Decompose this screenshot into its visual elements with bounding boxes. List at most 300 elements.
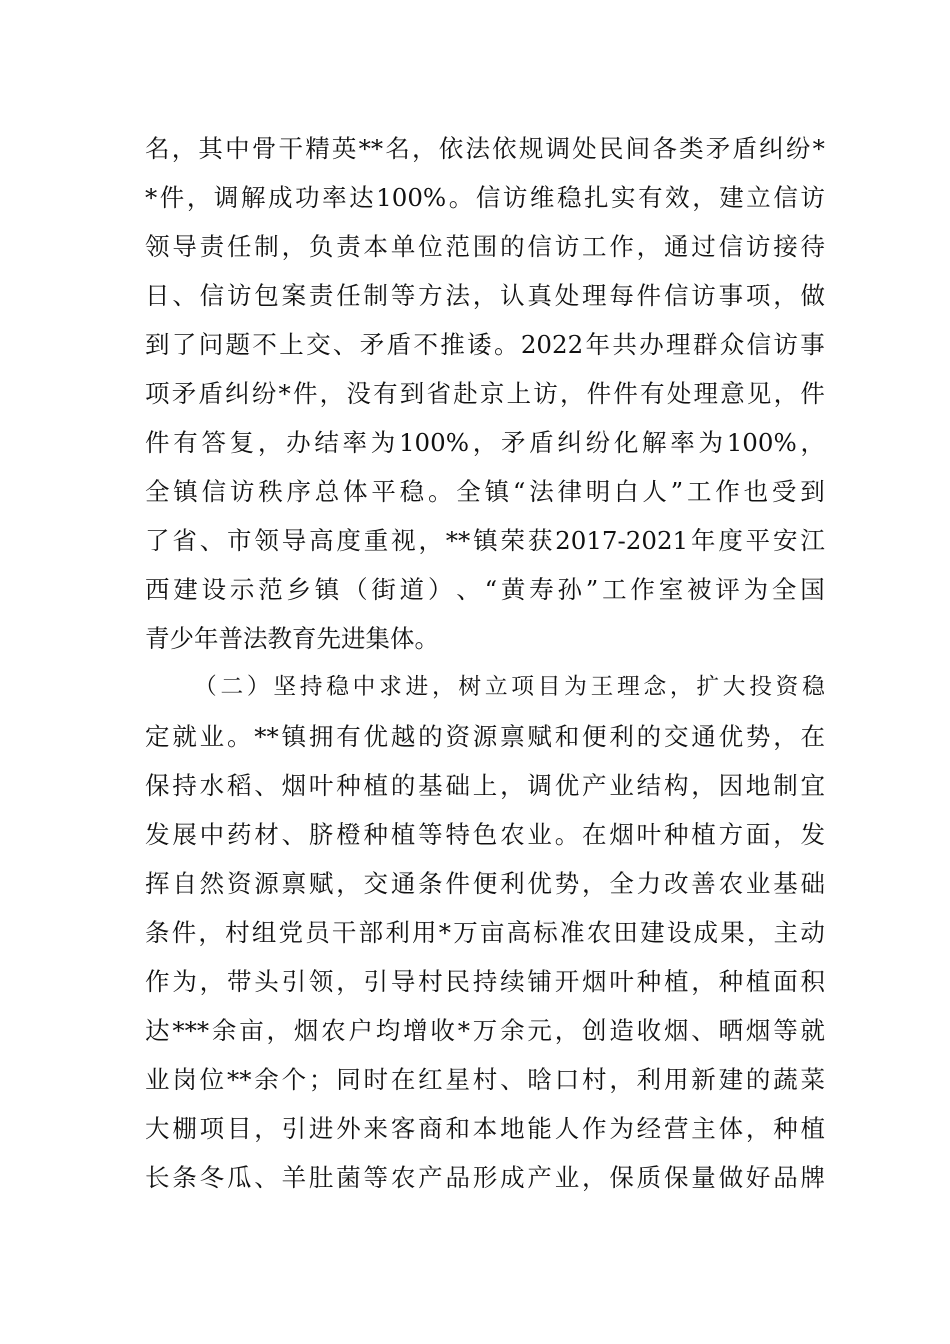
text-glyph: ， [669, 674, 693, 700]
text-glyph: 材 [254, 820, 279, 849]
text-glyph: 盾 [529, 428, 554, 457]
text-glyph: 导 [172, 232, 197, 261]
text-glyph: 解 [642, 428, 667, 457]
text-glyph: 种 [718, 967, 744, 996]
text-line [145, 222, 825, 271]
text-glyph: 到 [399, 379, 425, 408]
text-glyph: 利 [385, 918, 410, 947]
text-glyph: 和 [554, 722, 580, 751]
text-glyph: 余 [500, 1016, 525, 1045]
text-glyph: 调 [213, 183, 239, 212]
text-glyph: 规 [518, 134, 544, 163]
text-glyph: 烟 [663, 1016, 689, 1045]
text-glyph: 秩 [258, 477, 283, 506]
text-glyph: 产 [418, 1163, 443, 1192]
text-glyph: 名 [145, 134, 170, 163]
text-glyph: 制 [363, 281, 388, 310]
text-glyph: 纷 [785, 134, 811, 163]
text-glyph: 在 [800, 722, 825, 751]
text-glyph: 农 [586, 918, 612, 947]
text-glyph: 意 [720, 379, 745, 408]
text-glyph: 扩 [696, 674, 720, 700]
text-glyph: 黄 [500, 575, 526, 604]
text-glyph: 晒 [718, 1016, 744, 1045]
text-glyph: 每 [609, 281, 634, 310]
text-glyph: 通 [663, 232, 689, 261]
text-glyph: 烟 [609, 820, 634, 849]
text-glyph: ， [336, 869, 361, 898]
text-glyph: 法 [243, 624, 268, 653]
text-glyph: 办 [286, 428, 311, 457]
text-glyph: 解 [240, 183, 266, 212]
text-glyph: 进 [405, 674, 429, 700]
text-line [145, 467, 825, 516]
text-line [145, 418, 825, 467]
text-glyph: 体 [343, 477, 368, 506]
text-glyph: 中 [225, 134, 250, 163]
text-glyph: 纠 [759, 134, 784, 163]
text-glyph: 收 [430, 1016, 455, 1045]
text-glyph: 村 [582, 1065, 607, 1094]
text-glyph: 等 [418, 820, 443, 849]
text-glyph: 律 [557, 477, 582, 506]
text-glyph: 个 [281, 1065, 307, 1094]
text-glyph: 标 [533, 918, 558, 947]
text-glyph: 肚 [308, 1163, 334, 1192]
text-glyph: 。 [427, 477, 453, 506]
text-glyph: 100% [376, 183, 447, 212]
text-glyph: ” [670, 477, 684, 506]
text-glyph: 头 [254, 967, 279, 996]
text-glyph: 功 [295, 183, 320, 212]
text-glyph: 品 [773, 1163, 798, 1192]
text-glyph: 投 [749, 674, 772, 700]
text-glyph: 等 [363, 1163, 388, 1192]
text-glyph: 事 [800, 330, 825, 359]
text-glyph: 量 [691, 1163, 716, 1192]
text-glyph: 责 [336, 232, 361, 261]
text-glyph: ， [582, 869, 607, 898]
text-glyph: 农 [718, 869, 744, 898]
text-glyph: 农 [500, 820, 525, 849]
text-glyph: 矛 [500, 428, 526, 457]
text-glyph: 发 [145, 820, 170, 849]
text-glyph: 形 [472, 1163, 498, 1192]
text-glyph: 等 [390, 281, 416, 310]
text-glyph: 和 [445, 1114, 470, 1143]
text-glyph: 种 [663, 820, 689, 849]
text-glyph: 续 [500, 967, 525, 996]
text-line [145, 565, 825, 614]
text-glyph: ， [745, 1114, 771, 1143]
text-glyph: 种 [363, 820, 388, 849]
text-glyph: 村 [225, 918, 250, 947]
text-glyph: 础 [445, 771, 470, 800]
text-glyph: 工 [602, 575, 627, 604]
text-glyph: 目 [226, 1114, 252, 1143]
text-glyph: 法 [465, 134, 490, 163]
text-glyph: 件 [445, 869, 470, 898]
text-glyph: 口 [554, 1065, 580, 1094]
text-glyph: （ [194, 674, 217, 700]
text-glyph: 时 [363, 1065, 388, 1094]
text-glyph: 项 [145, 379, 170, 408]
text-glyph: 善 [691, 869, 716, 898]
text-glyph: 荣 [500, 526, 525, 555]
text-glyph: ， [199, 967, 225, 996]
text-glyph: 创 [582, 1016, 607, 1045]
text-glyph: 增 [403, 1016, 428, 1045]
text-glyph: 、 [281, 820, 307, 849]
text-glyph: 作 [630, 575, 655, 604]
text-glyph: 访 [226, 281, 252, 310]
text-glyph: 稳 [326, 674, 349, 700]
text-glyph: 基 [418, 771, 443, 800]
text-glyph: 少 [169, 624, 194, 653]
text-glyph: 叶 [308, 771, 334, 800]
text-glyph: 业 [527, 820, 552, 849]
text-glyph: 全 [456, 477, 481, 506]
text-glyph: 访 [229, 477, 255, 506]
text-glyph: 业 [554, 1163, 580, 1192]
text-glyph: 橙 [336, 820, 361, 849]
text-glyph: ** [254, 722, 279, 751]
text-glyph: 真 [527, 281, 552, 310]
text-glyph: 序 [286, 477, 311, 506]
text-glyph: 了 [145, 526, 170, 555]
text-glyph: 责 [308, 281, 334, 310]
text-glyph: 街 [371, 575, 396, 604]
text-glyph: 资 [445, 722, 470, 751]
text-glyph: 叶 [636, 820, 662, 849]
text-glyph: 植 [745, 967, 771, 996]
text-glyph: 坚 [273, 674, 297, 700]
text-glyph: ， [500, 771, 525, 800]
text-glyph: 各 [652, 134, 677, 163]
text-glyph: 禀 [500, 722, 525, 751]
text-glyph: 利 [609, 722, 634, 751]
text-glyph: 理 [582, 281, 607, 310]
text-glyph: （ [343, 575, 368, 604]
text-glyph: 处 [554, 281, 580, 310]
text-glyph: 任 [226, 232, 252, 261]
text-glyph: 责 [199, 232, 225, 261]
text-glyph: 盾 [386, 330, 412, 359]
text-glyph: 红 [418, 1065, 443, 1094]
text-glyph: ， [773, 281, 798, 310]
text-glyph: 引 [281, 1114, 307, 1143]
text-glyph: 结 [314, 428, 339, 457]
text-line [145, 712, 825, 761]
text-glyph: 教 [267, 624, 292, 653]
text-glyph: 成 [500, 1163, 525, 1192]
text-glyph: 部 [358, 918, 384, 947]
text-glyph: 被 [687, 575, 712, 604]
text-glyph: 大 [145, 1114, 170, 1143]
text-glyph: 脐 [308, 820, 334, 849]
text-glyph: 受 [771, 477, 797, 506]
text-glyph: 稳 [802, 674, 825, 700]
text-glyph: 、 [456, 575, 481, 604]
text-glyph: 业 [745, 869, 771, 898]
text-glyph: 树 [458, 674, 482, 700]
text-glyph: 的 [636, 722, 662, 751]
text-glyph: 总 [314, 477, 340, 506]
text-glyph: 待 [800, 232, 825, 261]
text-glyph: 来 [363, 1114, 388, 1143]
text-line [145, 1153, 825, 1202]
text-glyph: 访 [773, 330, 798, 359]
text-glyph: 建 [640, 918, 665, 947]
text-glyph: ** [445, 526, 471, 555]
text-glyph: 业 [145, 1065, 170, 1094]
text-glyph: 率 [342, 428, 368, 457]
text-glyph: 为 [370, 428, 396, 457]
text-glyph: 答 [201, 428, 226, 457]
text-glyph: 地 [500, 1114, 525, 1143]
text-glyph: 本 [472, 1114, 498, 1143]
text-glyph: ， [773, 722, 798, 751]
text-glyph: 资 [226, 869, 252, 898]
text-glyph: 能 [527, 1114, 552, 1143]
text-glyph: 二 [220, 674, 244, 700]
text-glyph: 纷 [251, 379, 277, 408]
text-glyph: 农 [390, 1163, 416, 1192]
text-glyph: 带 [226, 967, 252, 996]
text-glyph: 用 [412, 918, 437, 947]
text-glyph: 做 [718, 1163, 744, 1192]
text-glyph: 达 [349, 183, 374, 212]
text-glyph: 营 [663, 1114, 689, 1143]
text-glyph: 植 [663, 967, 689, 996]
text-glyph: 元 [527, 1016, 552, 1045]
text-glyph: 纷 [585, 428, 611, 457]
text-glyph: 冬 [199, 1163, 225, 1192]
text-glyph: 主 [691, 1114, 716, 1143]
text-glyph: 村 [418, 967, 443, 996]
text-glyph: 明 [585, 477, 611, 506]
text-glyph: 为 [564, 674, 587, 700]
text-glyph: 持 [172, 771, 197, 800]
body-text [145, 124, 825, 1202]
text-glyph: 余 [254, 1065, 279, 1094]
text-glyph: ， [171, 134, 197, 163]
text-glyph: 制 [254, 232, 279, 261]
text-glyph: 众 [719, 330, 745, 359]
text-glyph: 信 [527, 232, 552, 261]
text-glyph: 依 [492, 134, 517, 163]
text-glyph: 植 [363, 771, 388, 800]
text-glyph: 人 [554, 1114, 580, 1143]
text-glyph: 挥 [145, 869, 170, 898]
text-glyph: 拥 [308, 722, 334, 751]
text-glyph: 植 [390, 820, 416, 849]
text-glyph: * [457, 1016, 470, 1045]
text-glyph: 越 [390, 722, 416, 751]
text-glyph: 特 [445, 820, 470, 849]
text-glyph: 作 [609, 232, 634, 261]
text-glyph: 作 [145, 967, 170, 996]
text-glyph: 外 [336, 1114, 361, 1143]
text-glyph: 没 [346, 379, 371, 408]
text-glyph: 化 [613, 428, 639, 457]
text-glyph: 镇 [484, 477, 510, 506]
text-glyph: 同 [336, 1065, 361, 1094]
text-glyph: 镇 [314, 575, 340, 604]
text-glyph: 度 [336, 526, 361, 555]
text-glyph: ， [336, 967, 361, 996]
text-glyph: 本 [363, 232, 388, 261]
text-glyph: 全 [609, 869, 634, 898]
text-glyph: 稳 [556, 183, 582, 212]
text-glyph: 通 [691, 722, 716, 751]
text-glyph: 理 [666, 330, 691, 359]
text-glyph: 建 [719, 183, 744, 212]
text-glyph: 源 [472, 722, 498, 751]
text-glyph: 处 [666, 379, 692, 408]
text-glyph: 准 [560, 918, 585, 947]
text-glyph: 。 [226, 722, 252, 751]
text-glyph: 持 [472, 967, 498, 996]
text-glyph: 信 [746, 330, 772, 359]
text-glyph: 利 [636, 1065, 662, 1094]
text-glyph: 访 [800, 183, 825, 212]
text-glyph: 年 [194, 624, 219, 653]
text-glyph: 过 [691, 232, 716, 261]
text-glyph: 的 [500, 232, 525, 261]
text-glyph: 成 [693, 918, 719, 947]
text-glyph: 产 [582, 771, 607, 800]
text-glyph: 先 [316, 624, 341, 653]
text-glyph: 设 [666, 918, 692, 947]
text-glyph: 、 [254, 771, 279, 800]
text-line [145, 859, 825, 908]
text-glyph: 日 [145, 281, 170, 310]
text-glyph: 建 [173, 575, 198, 604]
text-glyph: 势 [745, 722, 771, 751]
text-glyph: 件 [159, 183, 185, 212]
text-glyph: ， [418, 526, 443, 555]
text-glyph: 为 [609, 1114, 634, 1143]
text-glyph: 组 [251, 918, 277, 947]
text-glyph: 上 [279, 330, 304, 359]
text-glyph: 共 [612, 330, 637, 359]
text-glyph: 因 [718, 771, 744, 800]
text-glyph: 依 [438, 134, 464, 163]
text-glyph: ） [246, 674, 270, 700]
text-glyph: 位 [418, 232, 443, 261]
text-glyph: 积 [800, 967, 825, 996]
text-glyph: 业 [199, 722, 225, 751]
text-glyph: 工 [582, 232, 607, 261]
text-glyph: 商 [418, 1114, 443, 1143]
text-glyph: 力 [636, 869, 662, 898]
text-glyph: 果 [720, 918, 745, 947]
text-glyph: 市 [227, 526, 252, 555]
text-glyph: 其 [198, 134, 223, 163]
text-glyph: 也 [743, 477, 769, 506]
text-glyph: 包 [254, 281, 279, 310]
text-glyph: 领 [145, 232, 170, 261]
text-glyph: 工 [687, 477, 712, 506]
text-glyph: 调 [545, 134, 571, 163]
text-glyph: 道 [399, 575, 425, 604]
text-glyph: 中 [199, 820, 225, 849]
text-glyph: 白 [614, 477, 639, 506]
text-glyph: 产 [527, 1163, 552, 1192]
text-glyph: 村 [472, 1065, 498, 1094]
text-glyph: 烟 [582, 967, 607, 996]
text-glyph: 件 [613, 379, 638, 408]
text-glyph: 乡 [286, 575, 311, 604]
text-glyph: 范 [258, 575, 283, 604]
text-glyph: ， [257, 428, 283, 457]
text-glyph: 有 [640, 379, 665, 408]
text-glyph: ； [308, 1065, 334, 1094]
text-glyph: 植 [800, 1114, 825, 1143]
text-glyph: 岗 [172, 1065, 197, 1094]
text-glyph: 、 [500, 1065, 525, 1094]
text-glyph: 烟 [745, 1016, 771, 1045]
text-glyph: 优 [554, 771, 580, 800]
text-glyph: 瓜 [226, 1163, 252, 1192]
text-glyph: 植 [691, 820, 716, 849]
text-glyph: 。 [554, 820, 580, 849]
text-glyph: 烟 [293, 1016, 319, 1045]
text-glyph: 余 [211, 1016, 237, 1045]
text-glyph: 理 [693, 379, 719, 408]
text-line [145, 761, 825, 810]
text-glyph: 稳 [399, 477, 425, 506]
text-glyph: 、 [172, 281, 197, 310]
text-glyph: ， [692, 183, 717, 212]
text-glyph: 为 [172, 967, 197, 996]
text-glyph: 交 [663, 722, 689, 751]
text-glyph: 主 [773, 918, 799, 947]
text-glyph: 晗 [527, 1065, 552, 1094]
text-glyph: ， [554, 1016, 580, 1045]
text-glyph: 。 [493, 330, 519, 359]
text-glyph: 、 [199, 526, 225, 555]
text-glyph: 收 [636, 1016, 662, 1045]
text-glyph: 项 [511, 674, 534, 700]
text-glyph: 不 [252, 330, 277, 359]
text-glyph: 目 [537, 674, 561, 700]
text-glyph: *** [172, 1016, 210, 1045]
text-glyph: 立 [746, 183, 771, 212]
text-glyph: 优 [363, 722, 388, 751]
text-glyph: 件 [171, 918, 197, 947]
text-glyph: 围 [472, 232, 498, 261]
text-glyph: 客 [390, 1114, 416, 1143]
text-glyph: 群 [692, 330, 718, 359]
text-glyph: 业 [609, 771, 634, 800]
text-glyph: 高 [309, 526, 334, 555]
text-glyph: 亩 [239, 1016, 264, 1045]
paragraph-end-line [145, 614, 825, 663]
text-glyph: 育 [292, 624, 317, 653]
text-glyph: 题 [225, 330, 251, 359]
text-glyph: 的 [418, 722, 443, 751]
text-glyph: 度 [718, 526, 743, 555]
text-glyph: 面 [773, 967, 798, 996]
text-glyph: 法 [529, 477, 554, 506]
text-glyph: 保 [145, 771, 170, 800]
text-glyph: 到 [800, 477, 825, 506]
text-glyph: ， [186, 183, 212, 212]
text-glyph: ， [412, 134, 437, 163]
text-glyph: 做 [800, 281, 825, 310]
